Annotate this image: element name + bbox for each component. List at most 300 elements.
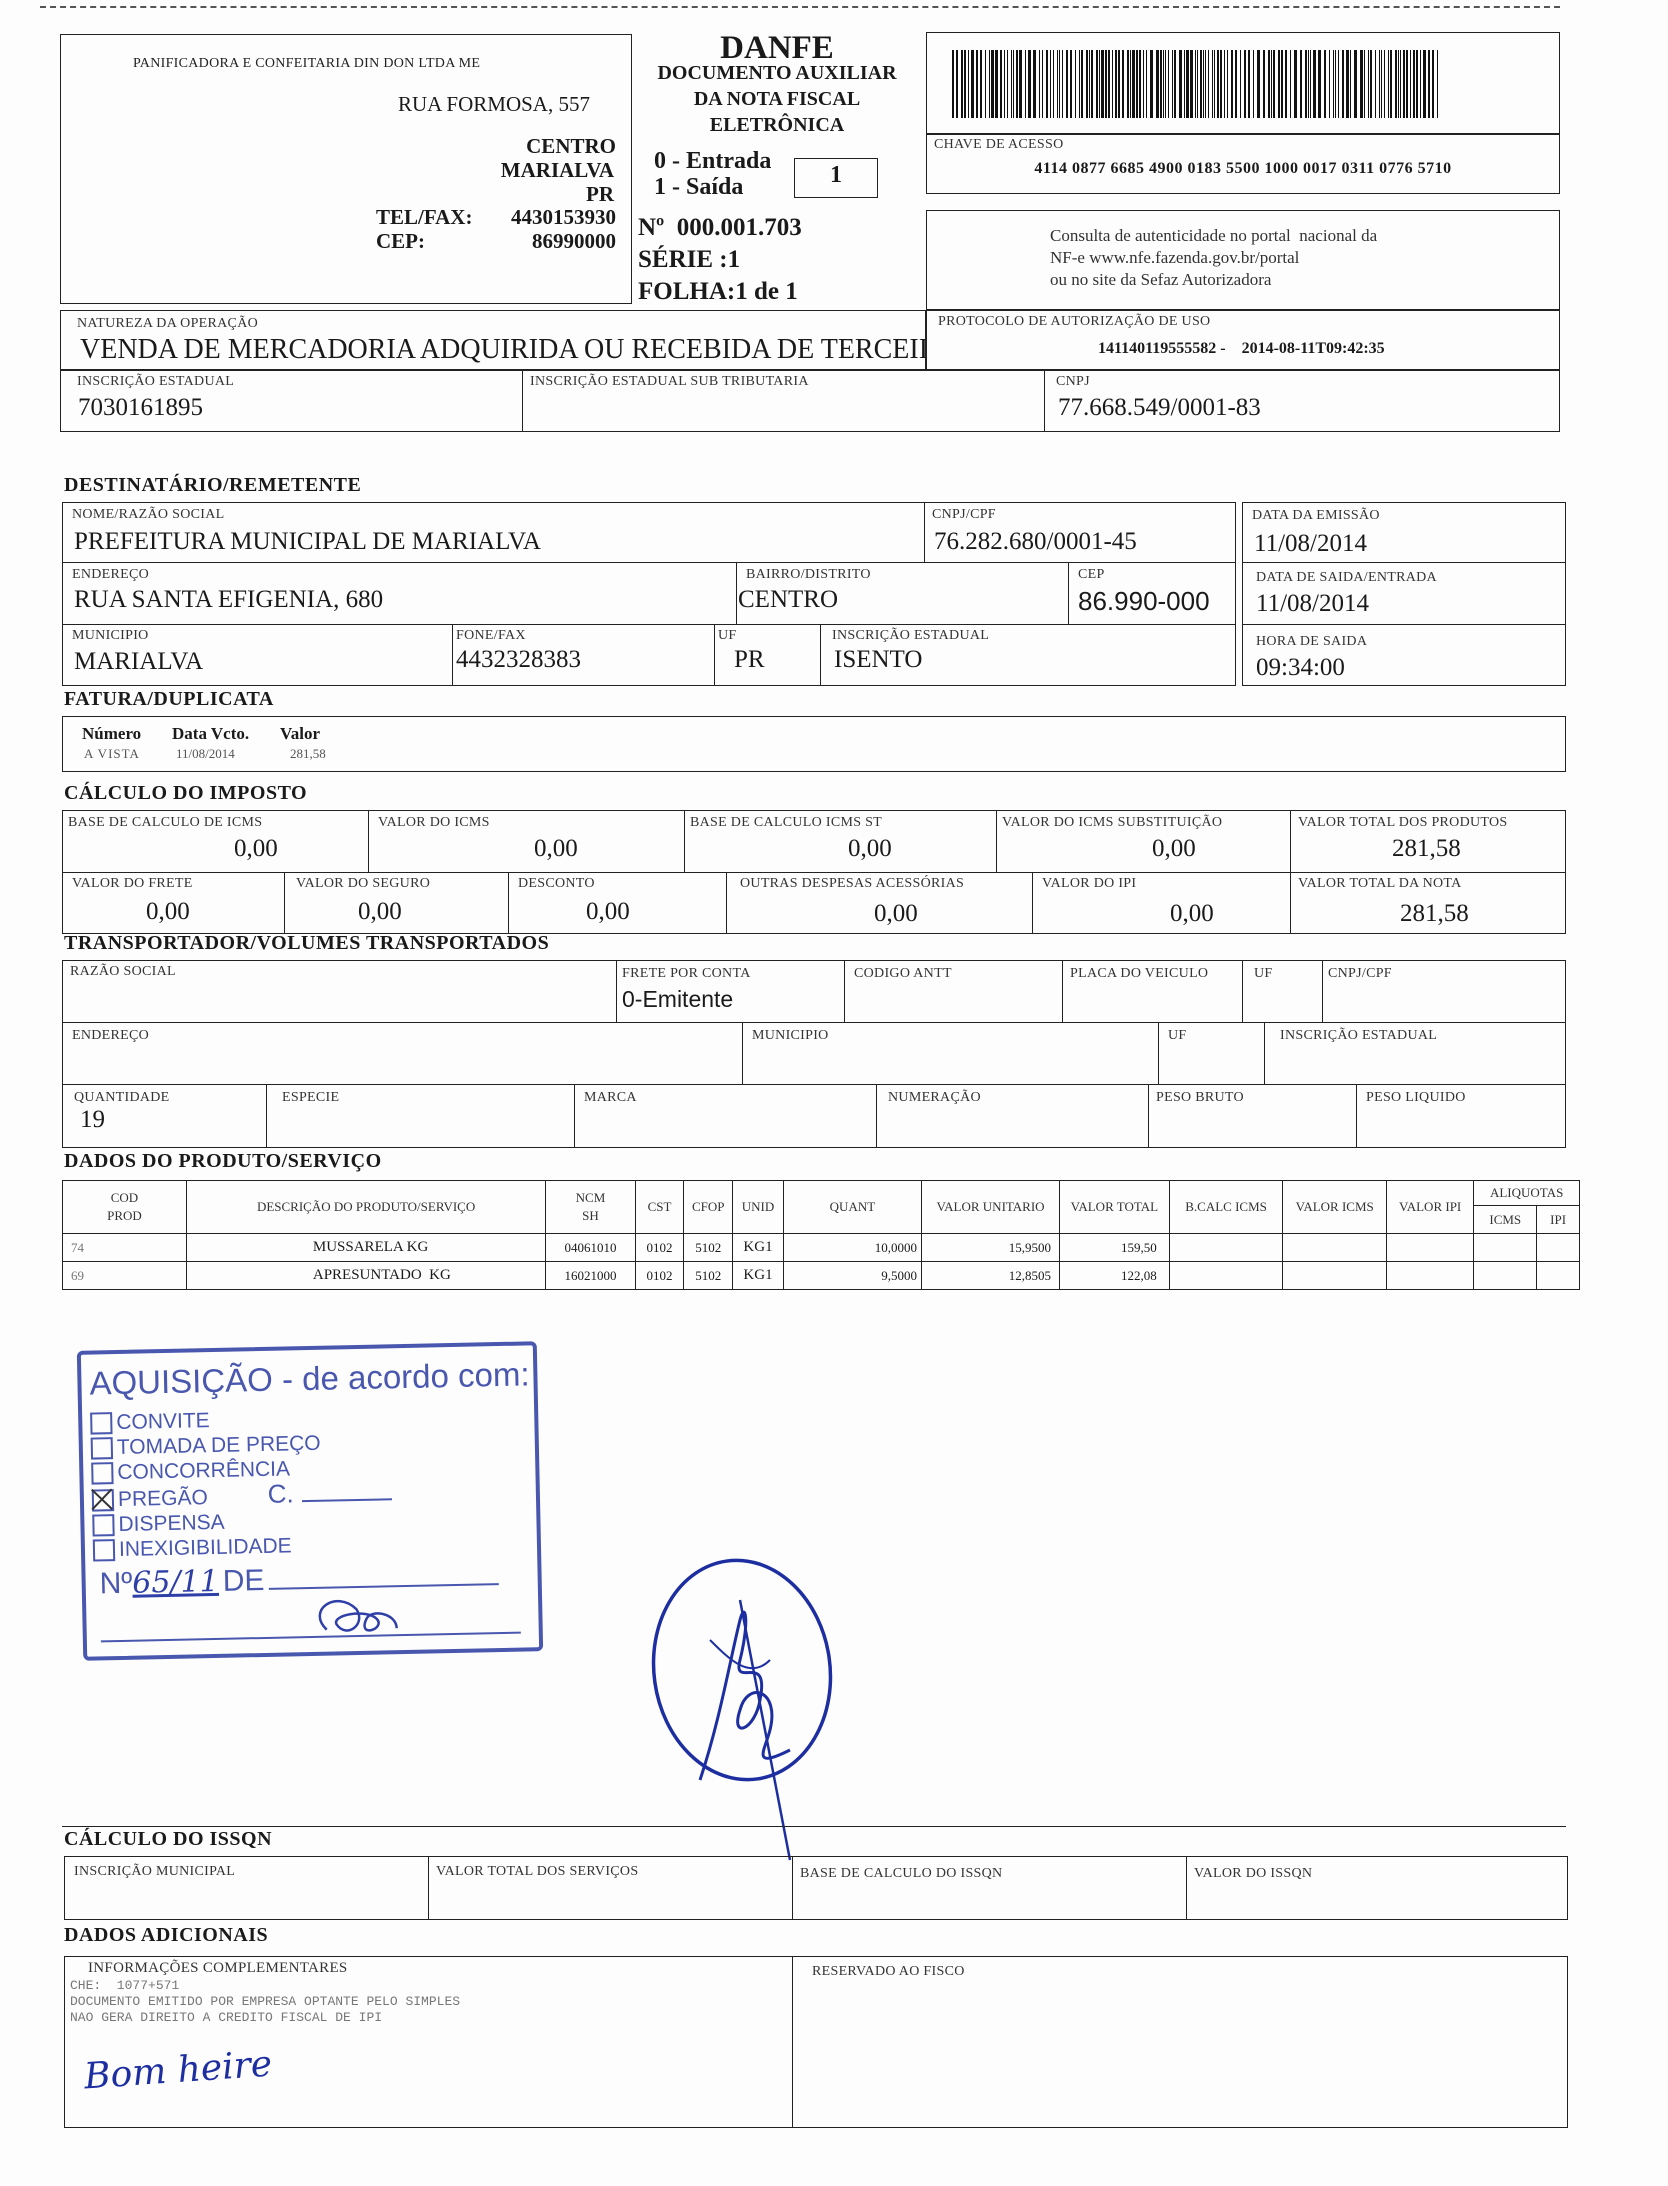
- cell-vunit: 15,9500: [921, 1234, 1059, 1262]
- adicionais-line3: NAO GERA DIREITO A CREDITO FISCAL DE IPI: [70, 2010, 383, 2025]
- checkbox-icon: [91, 1438, 113, 1460]
- protocolo-value: 141140119555582 - 2014-08-11T09:42:35: [1098, 340, 1385, 357]
- transportador-box: [62, 960, 1566, 1148]
- cell-aliq-ipi: [1537, 1262, 1580, 1290]
- emitente-rua: RUA FORMOSA, 557: [398, 92, 590, 116]
- dest-ie: ISENTO: [834, 646, 923, 673]
- transp-endereco-label: ENDEREÇO: [72, 1028, 150, 1043]
- issqn-section-title: CÁLCULO DO ISSQN: [64, 1828, 273, 1850]
- divider: [844, 960, 845, 1022]
- cell-cfop: 5102: [684, 1234, 733, 1262]
- dest-fone-label: FONE/FAX: [456, 628, 526, 643]
- issqn-vts-label: VALOR TOTAL DOS SERVIÇOS: [436, 1864, 639, 1879]
- cell-cod: 74: [63, 1234, 187, 1262]
- barcode-bar: [995, 50, 998, 118]
- dest-nome-label: NOME/RAZÃO SOCIAL: [72, 507, 225, 522]
- danfe-folha: FOLHA:1 de 1: [638, 278, 798, 305]
- barcode-bar: [1398, 50, 1399, 118]
- th-aliquotas: ALIQUOTAS: [1474, 1181, 1580, 1206]
- barcode-bar: [961, 50, 963, 118]
- barcode-bar: [1300, 50, 1302, 118]
- barcode-bar: [985, 50, 986, 118]
- barcode-bar: [1428, 50, 1430, 118]
- imp-vst: 0,00: [1152, 835, 1196, 862]
- divider: [1044, 370, 1045, 432]
- divider: [62, 562, 1236, 563]
- barcode-bar: [1268, 50, 1270, 118]
- imp-seguro: 0,00: [358, 898, 402, 925]
- barcode-bar: [1338, 50, 1339, 118]
- barcode-bar: [1253, 50, 1254, 118]
- divider: [1032, 872, 1033, 934]
- danfe-sub3: ELETRÔNICA: [709, 114, 845, 136]
- barcode-bar: [980, 50, 982, 118]
- divider: [1158, 1022, 1159, 1084]
- stamp-option-label: DISPENSA: [118, 1510, 225, 1537]
- barcode-bar: [1413, 50, 1415, 118]
- barcode-bar: [1244, 50, 1246, 118]
- barcode-bar: [1033, 50, 1036, 118]
- dest-municipio-label: MUNICIPIO: [72, 628, 149, 643]
- transp-quantidade-label: QUANTIDADE: [74, 1090, 170, 1105]
- dest-fone: 4432328383: [456, 646, 581, 673]
- th-cst: CST: [635, 1181, 684, 1234]
- barcode-bar: [989, 50, 990, 118]
- barcode-bar: [1019, 50, 1022, 118]
- divider: [1290, 810, 1291, 934]
- imp-bc-icms: 0,00: [234, 835, 278, 862]
- barcode-bar: [1011, 50, 1012, 118]
- barcode-bar: [1046, 50, 1048, 118]
- cell-vunit: 12,8505: [921, 1262, 1059, 1290]
- cell-vipi: [1386, 1262, 1473, 1290]
- th-vunit: VALOR UNITARIO: [921, 1181, 1059, 1234]
- barcode-bar: [1112, 50, 1113, 118]
- barcode-bar: [1400, 50, 1401, 118]
- fatura-h-valor: Valor: [280, 724, 320, 743]
- transportador-section-title: TRANSPORTADOR/VOLUMES TRANSPORTADOS: [64, 932, 550, 954]
- barcode-bar: [1318, 50, 1321, 118]
- stamp-de-label: DE: [222, 1563, 265, 1598]
- barcode-bar: [1403, 50, 1405, 118]
- barcode-bar: [1174, 50, 1176, 118]
- barcode-bar: [1285, 50, 1287, 118]
- stamp-option-label: CONVITE: [116, 1409, 210, 1435]
- emitente-cidade: MARIALVA: [500, 158, 614, 182]
- barcode-bar: [1156, 50, 1159, 118]
- danfe-title: DANFE: [720, 30, 834, 66]
- danfe-tipo: 1: [830, 162, 842, 188]
- imp-ipi-label: VALOR DO IPI: [1042, 876, 1137, 891]
- checkbox-icon: [93, 1540, 115, 1562]
- barcode-bar: [1324, 50, 1326, 118]
- imp-frete: 0,00: [146, 898, 190, 925]
- protocolo-label: PROTOCOLO DE AUTORIZAÇÃO DE USO: [938, 314, 1211, 329]
- barcode-bar: [1390, 50, 1392, 118]
- dest-cnpj-label: CNPJ/CPF: [932, 507, 996, 522]
- dest-bairro: CENTRO: [738, 586, 838, 613]
- dest-hora-label: HORA DE SAIDA: [1256, 634, 1368, 649]
- barcode-bar: [1205, 50, 1206, 118]
- divider: [522, 370, 523, 432]
- transp-frete-label: FRETE POR CONTA: [622, 966, 751, 981]
- barcode-bar: [1227, 50, 1228, 118]
- imp-seguro-label: VALOR DO SEGURO: [296, 876, 431, 891]
- transp-razao-label: RAZÃO SOCIAL: [70, 964, 176, 979]
- barcode-bar: [1335, 50, 1336, 118]
- divider: [428, 1856, 429, 1920]
- barcode-bar: [1105, 50, 1107, 118]
- barcode-bar: [1039, 50, 1040, 118]
- cell-aliq-icms: [1474, 1234, 1537, 1262]
- th-desc: DESCRIÇÃO DO PRODUTO/SERVIÇO: [186, 1181, 545, 1234]
- stamp-title: AQUISIÇÃO - de acordo com:: [89, 1355, 530, 1402]
- fatura-h-data: Data Vcto.: [172, 724, 250, 743]
- cell-unid: KG1: [733, 1234, 784, 1262]
- barcode-bar: [1212, 50, 1213, 118]
- cnpj-label: CNPJ: [1056, 374, 1090, 389]
- imp-vst-label: VALOR DO ICMS SUBSTITUIÇÃO: [1002, 815, 1223, 830]
- emitente-bairro: CENTRO: [526, 134, 616, 158]
- stamp-option-label: TOMADA DE PREÇO: [116, 1431, 321, 1460]
- emitente-cep-label: CEP:: [376, 229, 425, 253]
- imp-bc-st: 0,00: [848, 835, 892, 862]
- barcode-bar: [1139, 50, 1141, 118]
- barcode-bar: [1115, 50, 1117, 118]
- barcode-bar: [1004, 50, 1005, 118]
- dest-ie-label: INSCRIÇÃO ESTADUAL: [832, 628, 990, 643]
- dest-cnpj: 76.282.680/0001-45: [934, 528, 1137, 555]
- imp-vicms-label: VALOR DO ICMS: [378, 815, 490, 830]
- produtos-section-title: DADOS DO PRODUTO/SERVIÇO: [64, 1150, 382, 1172]
- barcode-bar: [1220, 50, 1222, 118]
- barcode-bar: [1122, 50, 1124, 118]
- barcode-bar: [1025, 50, 1026, 118]
- divider: [266, 1084, 267, 1148]
- transp-peso-liquido-label: PESO LIQUIDO: [1366, 1090, 1466, 1105]
- barcode-bar: [1406, 50, 1408, 118]
- barcode-bar: [1130, 50, 1131, 118]
- barcode-bar: [1062, 50, 1063, 118]
- divider: [62, 1084, 1566, 1085]
- barcode-bar: [1416, 50, 1418, 118]
- produtos-header-row: [63, 1181, 1580, 1206]
- fatura-valor: 281,58: [290, 746, 326, 761]
- barcode-bar: [1257, 50, 1260, 118]
- dest-saida: 11/08/2014: [1256, 590, 1369, 617]
- th-aliq-ipi: IPI: [1537, 1206, 1580, 1234]
- barcode-bar: [1096, 50, 1098, 118]
- transp-frete: 0-Emitente: [622, 986, 734, 1012]
- fatura-h-numero: Número: [82, 724, 142, 743]
- barcode-bar: [1197, 50, 1198, 118]
- danfe-entrada: 0 - Entrada: [654, 148, 772, 174]
- x-mark-icon: [89, 1487, 116, 1514]
- cell-vtotal: 159,50: [1060, 1234, 1170, 1262]
- barcode-bar: [1057, 50, 1058, 118]
- divider: [996, 810, 997, 872]
- barcode-bar: [1042, 50, 1043, 118]
- imp-bc-st-label: BASE DE CALCULO ICMS ST: [690, 815, 883, 830]
- ie-value: 7030161895: [78, 394, 203, 421]
- imp-bc-icms-label: BASE DE CALCULO DE ICMS: [68, 815, 263, 830]
- barcode-bar: [1423, 50, 1426, 118]
- divider: [1322, 960, 1323, 1022]
- barcode-bar: [1224, 50, 1225, 118]
- th-quant: QUANT: [783, 1181, 921, 1234]
- barcode-bar: [1410, 50, 1411, 118]
- barcode-bar: [1013, 50, 1014, 118]
- divider: [736, 562, 737, 624]
- table-row: [63, 1234, 1580, 1262]
- barcode-bar: [1375, 50, 1376, 118]
- cell-vipi: [1386, 1234, 1473, 1262]
- fatura-section-title: FATURA/DUPLICATA: [64, 688, 274, 710]
- barcode-bar: [1168, 50, 1169, 118]
- checkbox-icon: [91, 1463, 113, 1485]
- transp-numeracao-label: NUMERAÇÃO: [888, 1090, 981, 1105]
- barcode-graphic: [952, 50, 1512, 118]
- barcode-bar: [1028, 50, 1031, 118]
- divider: [62, 624, 1236, 625]
- divider: [1148, 1084, 1149, 1148]
- barcode-bar: [1333, 50, 1334, 118]
- barcode-bar: [1066, 50, 1068, 118]
- natureza-value: VENDA DE MERCADORIA ADQUIRIDA OU RECEBIDA DE TERCEII: [80, 334, 929, 365]
- dest-uf-label: UF: [718, 628, 737, 643]
- barcode-bar: [1278, 50, 1280, 118]
- barcode-bar: [1132, 50, 1135, 118]
- danfe-sub2: DA NOTA FISCAL: [693, 88, 861, 110]
- table-row: [63, 1262, 1580, 1290]
- fatura-data: 11/08/2014: [176, 746, 235, 761]
- adicionais-section-title: DADOS ADICIONAIS: [64, 1924, 269, 1946]
- natureza-label: NATUREZA DA OPERAÇÃO: [77, 316, 259, 331]
- issqn-valor-label: VALOR DO ISSQN: [1194, 1866, 1313, 1881]
- barcode-bar: [1381, 50, 1382, 118]
- barcode-bar: [1342, 50, 1344, 118]
- barcode-bar: [956, 50, 958, 118]
- barcode-bar: [1179, 50, 1182, 118]
- barcode-bar: [952, 50, 954, 118]
- stamp-option-inexigibilidade: [93, 1531, 393, 1562]
- ie-label: INSCRIÇÃO ESTADUAL: [77, 374, 235, 389]
- barcode-bar: [1384, 50, 1385, 118]
- th-cfop: CFOP: [684, 1181, 733, 1234]
- imp-vicms: 0,00: [534, 835, 578, 862]
- stamp-option: [90, 1404, 393, 1562]
- imposto-section-title: CÁLCULO DO IMPOSTO: [64, 782, 308, 804]
- adicionais-fisco-label: RESERVADO AO FISCO: [812, 1964, 965, 1979]
- dest-cep-label: CEP: [1078, 567, 1105, 582]
- cell-ncm: 04061010: [546, 1234, 635, 1262]
- barcode-bar: [1146, 50, 1147, 118]
- barcode-bar: [1160, 50, 1162, 118]
- divider: [452, 624, 453, 686]
- emitente-razao-social: PANIFICADORA E CONFEITARIA DIN DON LTDA ME: [133, 56, 481, 71]
- barcode-bar: [1118, 50, 1120, 118]
- barcode-bar: [1290, 50, 1291, 118]
- barcode-bar: [1091, 50, 1093, 118]
- barcode-bar: [1186, 50, 1189, 118]
- fatura-numero: A VISTA: [84, 746, 140, 761]
- imp-vnota-label: VALOR TOTAL DA NOTA: [1298, 876, 1462, 891]
- cell-bcalc: [1169, 1234, 1283, 1262]
- dest-endereco-label: ENDEREÇO: [72, 567, 150, 582]
- barcode-bar: [1354, 50, 1357, 118]
- barcode-bar: [1395, 50, 1397, 118]
- produtos-table: [62, 1180, 1580, 1290]
- divider: [284, 872, 285, 934]
- divider: [1242, 624, 1566, 625]
- th-vtotal: VALOR TOTAL: [1060, 1181, 1170, 1234]
- stamp-initials-signature: [295, 1568, 417, 1650]
- divider: [1242, 562, 1566, 563]
- th-aliq-icms: ICMS: [1474, 1206, 1537, 1234]
- divider: [726, 872, 727, 934]
- transp-especie-label: ESPECIE: [282, 1090, 340, 1105]
- transp-quantidade: 19: [80, 1106, 105, 1133]
- adicionais-handwritten-note: Bom heire: [82, 2043, 274, 2098]
- issqn-im-label: INSCRIÇÃO MUNICIPAL: [74, 1864, 236, 1879]
- barcode-bar: [1437, 50, 1438, 118]
- adicionais-info-label: INFORMAÇÕES COMPLEMENTARES: [88, 1960, 348, 1976]
- divider: [1242, 960, 1243, 1022]
- th-cod: COD PROD: [63, 1181, 187, 1234]
- dest-uf: PR: [734, 646, 765, 673]
- imp-vnota: 281,58: [1400, 900, 1469, 927]
- imp-vprod: 281,58: [1392, 835, 1461, 862]
- imp-desconto: 0,00: [586, 898, 630, 925]
- authorization-signature: [640, 1540, 860, 1870]
- dest-emissao: 11/08/2014: [1254, 530, 1367, 557]
- adicionais-line2: DOCUMENTO EMITIDO POR EMPRESA OPTANTE PELO SIMPLES: [70, 1994, 461, 2009]
- barcode-bar: [968, 50, 969, 118]
- danfe-saida: 1 - Saída: [654, 174, 744, 200]
- cell-unid: KG1: [733, 1262, 784, 1290]
- cell-aliq-ipi: [1537, 1234, 1580, 1262]
- barcode-bar: [1016, 50, 1018, 118]
- divider: [62, 1022, 1566, 1023]
- emitente-tel: 4430153930: [511, 205, 616, 229]
- barcode-bar: [1364, 50, 1365, 118]
- barcode-bar: [1070, 50, 1072, 118]
- barcode-bar: [971, 50, 974, 118]
- barcode-bar: [1150, 50, 1153, 118]
- barcode-bar: [1235, 50, 1237, 118]
- barcode-bar: [1231, 50, 1233, 118]
- barcode-bar: [1379, 50, 1380, 118]
- barcode-bar: [1075, 50, 1076, 118]
- dest-nome: PREFEITURA MUNICIPAL DE MARIALVA: [74, 528, 541, 555]
- barcode-bar: [1420, 50, 1421, 118]
- cell-cfop: 5102: [684, 1262, 733, 1290]
- cell-cst: 0102: [635, 1234, 684, 1262]
- transp-uf-label: UF: [1254, 966, 1273, 981]
- barcode-bar: [1368, 50, 1369, 118]
- barcode-bar: [1214, 50, 1215, 118]
- barcode-bar: [1217, 50, 1219, 118]
- barcode-bar: [1271, 50, 1272, 118]
- barcode-bar: [1101, 50, 1104, 118]
- th-vicms: VALOR ICMS: [1283, 1181, 1387, 1234]
- cell-desc: APRESUNTADO KG: [186, 1262, 545, 1290]
- adicionais-box: [64, 1956, 1568, 2128]
- barcode-bar: [1308, 50, 1309, 118]
- barcode-bar: [1432, 50, 1434, 118]
- dest-hora: 09:34:00: [1256, 654, 1345, 681]
- imp-desconto-label: DESCONTO: [518, 876, 595, 891]
- th-vipi: VALOR IPI: [1386, 1181, 1473, 1234]
- divider: [924, 502, 925, 562]
- top-perforation: [40, 6, 1560, 8]
- dest-endereco: RUA SANTA EFIGENIA, 680: [74, 586, 384, 613]
- barcode-bar: [1165, 50, 1166, 118]
- cell-quant: 9,5000: [783, 1262, 921, 1290]
- transp-placa-label: PLACA DO VEICULO: [1070, 966, 1209, 981]
- cell-vicms: [1283, 1262, 1387, 1290]
- barcode-bar: [1195, 50, 1196, 118]
- destinatario-section-title: DESTINATÁRIO/REMETENTE: [64, 474, 362, 496]
- cnpj-value: 77.668.549/0001-83: [1058, 394, 1261, 421]
- barcode-bar: [1203, 50, 1204, 118]
- barcode-bar: [1310, 50, 1311, 118]
- barcode-bar: [1281, 50, 1283, 118]
- dest-emissao-label: DATA DA EMISSÃO: [1252, 508, 1380, 523]
- issqn-top-rule: [62, 1826, 1566, 1827]
- emitente-tel-label: TEL/FAX:: [376, 205, 473, 229]
- cell-bcalc: [1169, 1262, 1283, 1290]
- barcode-bar: [1089, 50, 1090, 118]
- cell-cod: 69: [63, 1262, 187, 1290]
- imp-ipi: 0,00: [1170, 900, 1214, 927]
- divider: [714, 624, 715, 686]
- divider: [62, 872, 1566, 873]
- cell-cst: 0102: [635, 1262, 684, 1290]
- barcode-bar: [1388, 50, 1389, 118]
- barcode-bar: [1305, 50, 1307, 118]
- transp-municipio-label: MUNICIPIO: [752, 1028, 829, 1043]
- danfe-serie: SÉRIE :1: [638, 246, 741, 273]
- divider: [1186, 1856, 1187, 1920]
- transp-marca-label: MARCA: [584, 1090, 637, 1105]
- barcode-bar: [1059, 50, 1060, 118]
- cell-quant: 10,0000: [783, 1234, 921, 1262]
- checkbox-icon: [92, 1515, 114, 1537]
- barcode-bar: [1163, 50, 1164, 118]
- divider: [792, 1956, 793, 2128]
- divider: [616, 960, 617, 1022]
- barcode-bar: [1050, 50, 1051, 118]
- divider: [1356, 1084, 1357, 1148]
- imp-outras-label: OUTRAS DESPESAS ACESSÓRIAS: [740, 876, 965, 891]
- divider: [876, 1084, 877, 1148]
- cell-desc: MUSSARELA KG: [186, 1234, 545, 1262]
- adicionais-line1: CHE: 1077+571: [70, 1978, 180, 1993]
- barcode-bar: [1000, 50, 1002, 118]
- divider: [820, 624, 821, 686]
- barcode-bar: [1086, 50, 1088, 118]
- transp-peso-bruto-label: PESO BRUTO: [1156, 1090, 1244, 1105]
- ie-row-box: [60, 370, 1560, 432]
- issqn-base-label: BASE DE CALCULO DO ISSQN: [800, 1866, 1003, 1881]
- barcode-bar: [1081, 50, 1083, 118]
- consulta-line2: NF-e www.nfe.fazenda.gov.br/portal: [1050, 248, 1300, 267]
- ie-st-label: INSCRIÇÃO ESTADUAL SUB TRIBUTARIA: [530, 374, 809, 389]
- dest-saida-label: DATA DE SAIDA/ENTRADA: [1256, 570, 1437, 585]
- barcode-bar: [976, 50, 978, 118]
- barcode-bar: [1184, 50, 1185, 118]
